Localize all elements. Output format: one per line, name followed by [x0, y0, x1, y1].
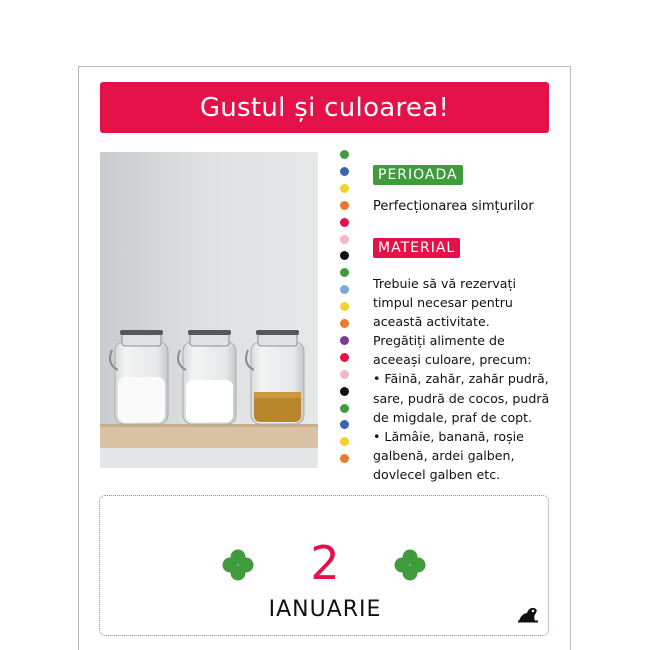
color-dot	[340, 387, 349, 396]
color-dot	[340, 218, 349, 227]
color-dot	[340, 336, 349, 345]
jar-spice	[246, 330, 304, 424]
day-number: 2	[310, 536, 340, 590]
color-dot	[340, 370, 349, 379]
color-dot	[340, 167, 349, 176]
title-banner	[100, 82, 549, 133]
jar-sugar	[178, 330, 236, 424]
material-line: de migdale, praf de copt.	[373, 409, 533, 425]
period-tag	[373, 165, 463, 185]
material-line: sare, pudră de cocos, pudră	[373, 390, 550, 406]
material-tag	[373, 238, 460, 258]
material-line: dovlecel galben etc.	[373, 466, 501, 482]
page-title: Gustul și culoarea!	[199, 92, 450, 123]
publisher-logo-icon	[517, 605, 539, 623]
month-name: IANUARIE	[268, 597, 382, 622]
color-dot	[340, 201, 349, 210]
material-line: • Lămâie, banană, roșie	[373, 428, 524, 444]
material-line: această activitate.	[373, 314, 490, 330]
color-dot	[340, 184, 349, 193]
four-leaf-clover-icon	[394, 549, 426, 581]
material-description	[373, 274, 558, 484]
color-dot	[340, 404, 349, 413]
jar-flour	[110, 330, 168, 424]
color-dot	[340, 235, 349, 244]
jars-photo	[100, 152, 318, 468]
period-label: PERIOADA	[378, 167, 458, 183]
color-dot	[340, 319, 349, 328]
color-dot	[340, 353, 349, 362]
material-line: • Făină, zahăr, zahăr pudră,	[373, 371, 549, 387]
period-text: Perfecționarea simțurilor	[373, 199, 534, 214]
material-line: galbenă, ardei galben,	[373, 447, 515, 463]
material-line: Trebuie să vă rezervați	[373, 276, 516, 291]
material-line: timpul necesar pentru	[373, 295, 513, 311]
material-label: MATERIAL	[378, 240, 456, 256]
material-line: Pregătiți alimente de	[373, 333, 505, 349]
material-line: aceeași culoare, precum:	[373, 352, 532, 368]
jars-illustration	[100, 152, 318, 468]
color-dot	[340, 150, 349, 159]
